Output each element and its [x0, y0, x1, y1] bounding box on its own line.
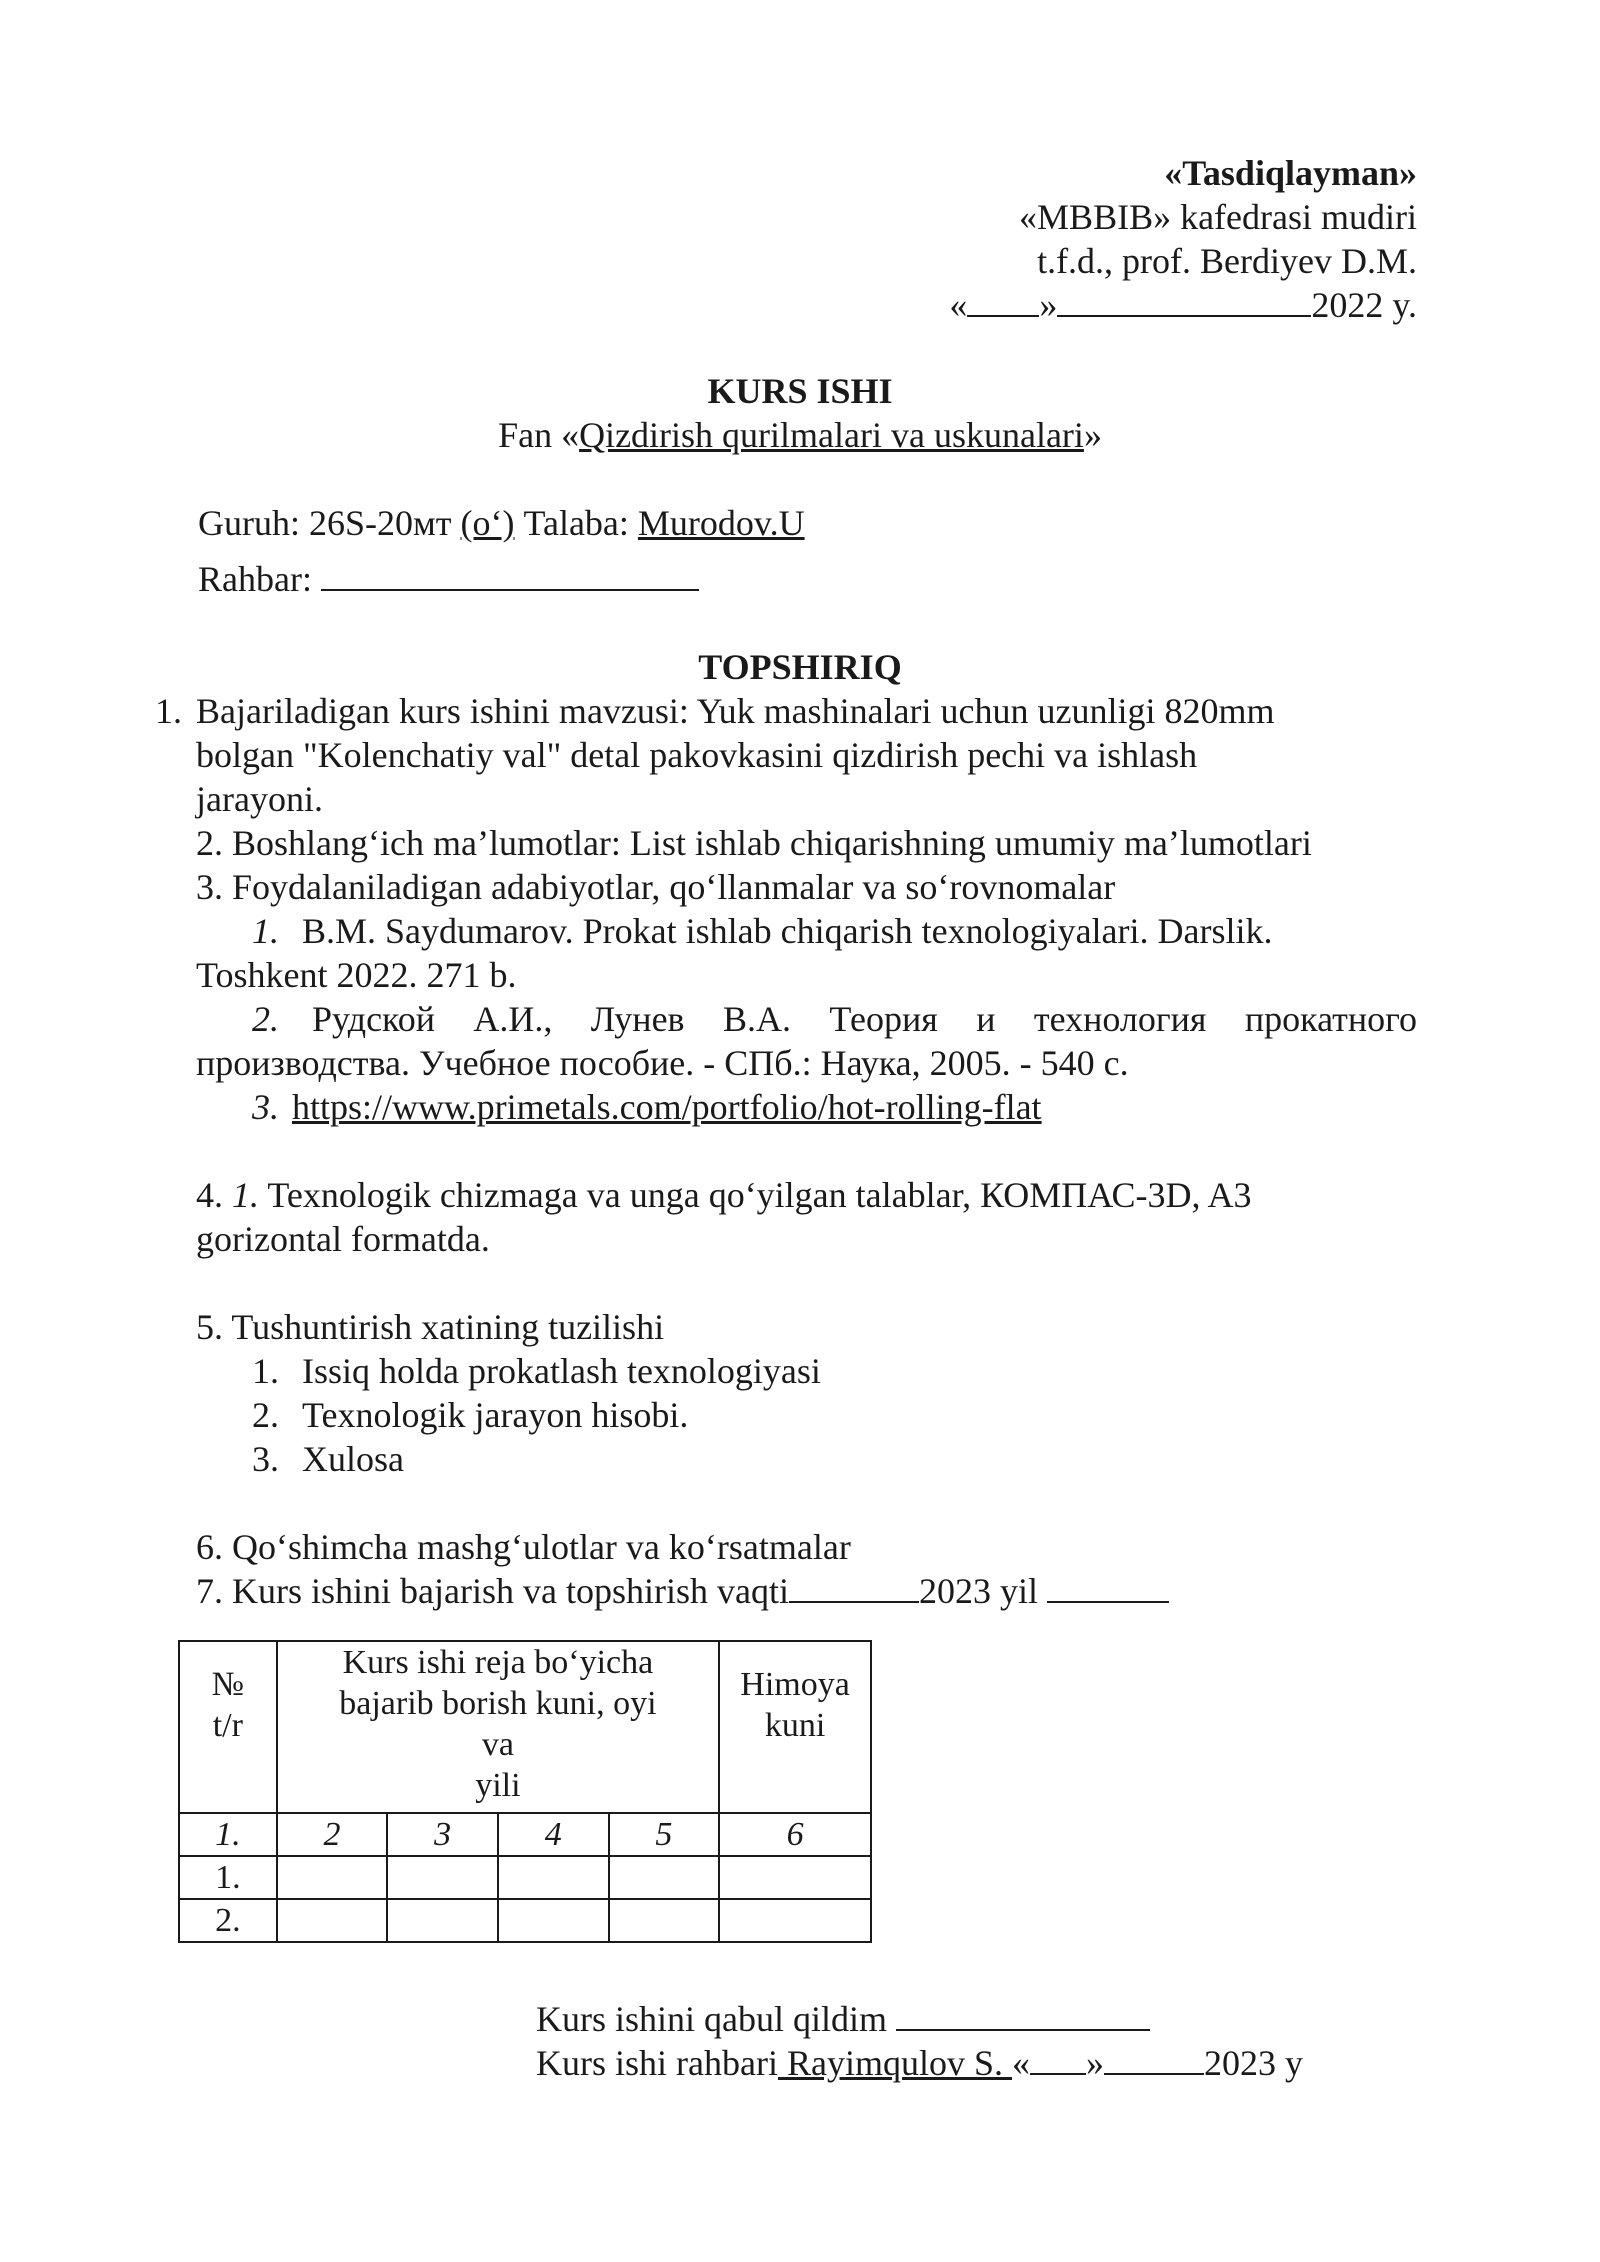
- task-item1-number: 1.: [155, 691, 182, 731]
- footer-day-blank: [1030, 2043, 1086, 2075]
- group-student-line: [198, 502, 805, 546]
- header-number-cell: № t/r: [179, 1641, 277, 1813]
- approval-title: «Tasdiqlayman»: [1164, 153, 1417, 193]
- subject-name: Qizdirish qurilmalari va uskunalari: [579, 415, 1084, 455]
- empty-cell: [277, 1899, 388, 1942]
- ref1-line2: Toshkent 2022. 271 b.: [196, 955, 517, 995]
- empty-cell: [609, 1899, 720, 1942]
- col-number-cell: 6: [719, 1813, 871, 1856]
- task-item4-line2: gorizontal formatda.: [196, 1219, 490, 1259]
- ref1-line1: B.M. Saydumarov. Prokat ishlab chiqarish texnologiyalari. Darslik.: [302, 911, 1273, 951]
- task-item4-text: Texnologik chizmaga va unga qo‘yilgan talablar, КОМПАС-3D, A3: [267, 1175, 1252, 1215]
- task-item1-line3: jarayoni.: [196, 779, 323, 819]
- task-item7-blank-end: [1047, 1571, 1169, 1603]
- accepted-line: [536, 1998, 1150, 2042]
- approval-date-year: 2022 y.: [1311, 285, 1417, 325]
- footer-supervisor-line: [536, 2042, 1303, 2086]
- ref3-number: 3.: [252, 1087, 279, 1127]
- table-row: [179, 1856, 871, 1899]
- item5-sub3-text: Xulosa: [302, 1439, 404, 1479]
- page-title: KURS ISHI: [707, 371, 893, 411]
- task-item1-line2: bolgan "Kolenchatiy val" detal pakovkasini qizdirish pechi va ishlash: [196, 735, 1198, 775]
- task-item6: 6. Qo‘shimcha mashg‘ulotlar va ko‘rsatmalar: [196, 1527, 851, 1567]
- task-item3: 3. Foydalaniladigan adabiyotlar, qo‘llanmalar va so‘rovnomalar: [196, 867, 1116, 907]
- approval-date-mid: »: [1039, 285, 1058, 325]
- group-code: (o‘): [460, 503, 515, 543]
- task-item7-text: 7. Kurs ishini bajarish va topshirish vaqti: [196, 1571, 789, 1611]
- task-item4-number: 4.: [196, 1175, 223, 1215]
- task-item4-subnumber: 1.: [232, 1175, 259, 1215]
- empty-cell: [498, 1899, 609, 1942]
- ref3-link[interactable]: https://www.primetals.com/portfolio/hot-rolling-flat: [292, 1087, 1042, 1127]
- task-item5: 5. Tushuntirish xatining tuzilishi: [196, 1307, 665, 1347]
- empty-cell: [387, 1856, 498, 1899]
- task-item2: 2. Boshlang‘ich ma’lumotlar: List ishlab chiqarishning umumiy ma’lumotlari: [196, 823, 1312, 863]
- empty-cell: [609, 1856, 720, 1899]
- task-item1-line1: Bajariladigan kurs ishini mavzusi: Yuk mashinalari uchun uzunligi 820mm: [196, 691, 1275, 731]
- col-number-cell: 3: [387, 1813, 498, 1856]
- supervisor-line: [198, 558, 699, 602]
- item5-sub1-text: Issiq holda prokatlash texnologiyasi: [302, 1351, 821, 1391]
- schedule-header-row: [179, 1641, 871, 1813]
- item5-sub2-text: Texnologik jarayon hisobi.: [302, 1395, 689, 1435]
- task-item4-line1: [196, 1174, 1252, 1218]
- task-title: TOPSHIRIQ: [698, 647, 902, 687]
- footer-supervisor-name: Rayimqulov S.: [777, 2043, 1012, 2083]
- approval-head-name: t.f.d., prof. Berdiyev D.M.: [1037, 241, 1417, 281]
- student-name: Murodov.U: [637, 503, 805, 543]
- approval-day-blank: [967, 285, 1039, 317]
- subject-suffix: »: [1083, 415, 1102, 455]
- table-row: [179, 1899, 871, 1942]
- empty-cell: [719, 1899, 871, 1942]
- supervisor-label: Rahbar:: [198, 559, 312, 599]
- task-item7-date-blank: [789, 1571, 919, 1603]
- accepted-blank: [896, 1999, 1150, 2031]
- col-number-cell: 2: [277, 1813, 388, 1856]
- ref2-number: 2.: [252, 999, 279, 1039]
- accepted-label: Kurs ishini qabul qildim: [536, 1999, 887, 2039]
- subject-prefix: Fan «: [498, 415, 580, 455]
- task-item7: [196, 1570, 1169, 1614]
- row-number-cell: 2.: [179, 1899, 277, 1942]
- schedule-column-number-row: [179, 1813, 871, 1856]
- header-plan-cell: Kurs ishi reja bo‘yicha bajarib borish kuni, oyi va yili: [277, 1641, 719, 1813]
- col-number-cell: 5: [609, 1813, 720, 1856]
- footer-date-open: «: [1011, 2043, 1030, 2083]
- footer-supervisor-label: Kurs ishi rahbari: [536, 2043, 778, 2083]
- footer-date-mid: »: [1085, 2043, 1104, 2083]
- empty-cell: [387, 1899, 498, 1942]
- approval-department: «MBBIB» kafedrasi mudiri: [1019, 197, 1417, 237]
- student-label: Talaba:: [523, 503, 629, 543]
- footer-month-blank: [1104, 2043, 1204, 2075]
- col-number-cell: 1.: [179, 1813, 277, 1856]
- group-label: Guruh: 26S-20мт: [198, 503, 452, 543]
- supervisor-blank: [321, 559, 699, 591]
- task-item7-year: 2023 yil: [918, 1571, 1038, 1611]
- approval-date-line: [949, 284, 1417, 328]
- row-number-cell: 1.: [179, 1856, 277, 1899]
- ref2-line2: производства. Учебное пособие. - СПб.: Наука, 2005. - 540 с.: [196, 1043, 1129, 1083]
- item5-sub1-number: 1.: [252, 1351, 279, 1391]
- subject-line: [0, 414, 1600, 458]
- approval-month-blank: [1057, 285, 1311, 317]
- ref1-number: 1.: [252, 911, 279, 951]
- empty-cell: [277, 1856, 388, 1899]
- item5-sub2-number: 2.: [252, 1395, 279, 1435]
- ref2-line1: Рудской А.И., Лунев В.А. Теория и технология прокатного: [312, 999, 1417, 1039]
- empty-cell: [498, 1856, 609, 1899]
- item5-sub3-number: 3.: [252, 1439, 279, 1479]
- approval-date-open: «: [949, 285, 968, 325]
- header-defense-cell: Himoya kuni: [719, 1641, 871, 1813]
- empty-cell: [719, 1856, 871, 1899]
- footer-date-year: 2023 y: [1203, 2043, 1303, 2083]
- schedule-table: [178, 1640, 872, 1943]
- col-number-cell: 4: [498, 1813, 609, 1856]
